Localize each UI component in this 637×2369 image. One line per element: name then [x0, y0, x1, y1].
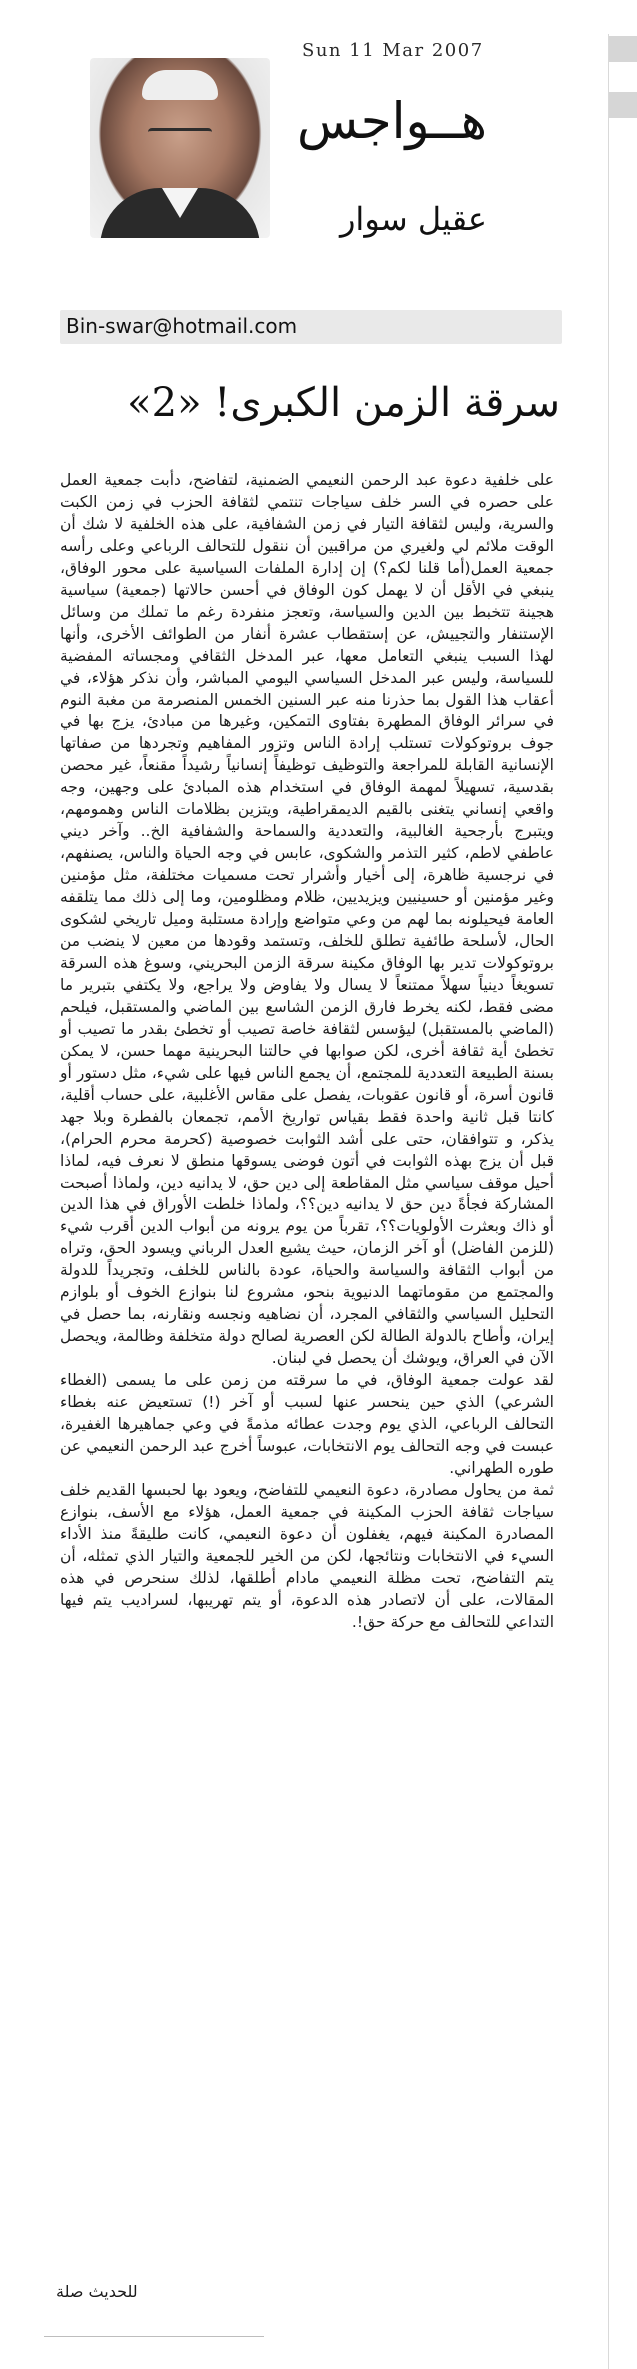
article-paragraph: على خلفية دعوة عبد الرحمن النعيمي الضمنية، لتفاضح، دأبت جمعية العمل على حصره في السر خلف سياجات تنتمي لثقافة الحزب في زمن الكبت والسرية، وليس لثقافة التيار في زمن الشفافية، على هذه الخلفية لا شك أن الوقت ملائم لي ولغيري من مراقبين أن ننقول للتحالف الرباعي وعلى رأسه جمعية العمل(أما قلنا لكم؟) إن إدارة الملفات السياسية على محور الوفاق، ينبغي في الأقل أن لا يهمل كون الوفاق في أحسن حالاتها (جمعية) سياسية هجينة تتخبط بين الدين والسياسة، وتعجز منفردة رغم ما تملك من وسائل الإستنفار والتجييش، عن إستقطاب عشرة أنفار من الطوائف الأخرى، وأنها لهذا السبب ينبغي التعامل معها، عبر المدخل الثقافي ومجساته المفضية للسياسة، وليس عبر المدخل السياسي اليومي المباشر، وأن نذكر هؤلاء، في أعقاب هذا القول بما حذرنا منه عبر السنين الخمس المنصرمة من مغبة النوم في سرائر الوفاق المطهرة بفتاوى التمكين، وغيرها من مبادئ، يزج بها في جوف بروتوكولات تستلب إرادة الناس وتزور المفاهيم وتجردها من صفاتها الإنسانية القابلة للمراجعة والتوظيف توظيفاً إنسانياً رشيداً مقنعاً، غير محصن بقدسية، تسهيلاً لمهمة الوفاق في استخدام هذه المبادئ على وجهين، وجه واقعي إنساني يتغنى بالقيم الديمقراطية، ويتزين بظلامات الناس وهمومهم، ويتبرج بأرجحية الغالبية، والتعددية والسماحة والشفافية الخ.. وآخر ديني عاطفي لاطم، كثير التذمر والشكوى، عابس في وجه الحياة والناس، يصنفهم، في نرجسية ظاهرة، إلى أخيار وأشرار تحت مسميات مختلفة، مثل مؤمنين وغير مؤمنين أو حسينيين ويزيديين، ظلام ومظلومين، وما إلى ذلك مما يتلقفه العامة فيحيلونه بما لهم من وعي متواضع وإرادة مستلبة وميل تاريخي لشكوى الحال، لأسلحة طائفية تطلق للخلف، وتستمد وقودها من معين لا ينضب من بروتوكولات تدير بها الوفاق مكينة سرقة الزمن البحريني، وسوغ هذه السرقة تسويغاً دينياً سهلاً ممتنعاً لا يسال ولا يفاوض ولا يراجع، ولا يكتفي بتبرير ما مضى فقط، لكنه يخرط فارق الزمن الشاسع بين الماضي والمستقبل، فيلحم (الماضي بالمستقبل) ليؤسس لثقافة خاصة تصيب أو تخطئ بقدر ما تصيب أو تخطئ أية ثقافة أخرى، لكن صوابها في حالتنا البحرينية مهما حسن، لا يمكن بسنة الطبيعة التعددية للمجتمع، أن يجمع الناس فيها على شيء، مثل دستور أو قانون أسرة، أو قانون عقوبات، يفصل على مقاس الأغلبية، على حساب أقلية، كانتا قبل ثانية واحدة فقط بقياس تواريخ الأمم، تجمعان بالفطرة وبلا جهد يذكر، و تتوافقان، حتى على أشد الثوابت خصوصية (كحرمة محرم الحرام)، قبل أن يزج بهذه الثوابت في أتون فوضى يسوقها منطق لا نعرف فيه، لماذا أحيل موقف سياسي مثل المقاطعة إلى دين حق، لا يدانيه دين، ولماذا أصبحت المشاركة فجأةً دين حق لا يدانيه دين؟؟، ولماذا خلطت الأوراق في هذا الدين أو ذاك وبعثرت الأولويات؟؟، تقرباً من يوم يرونه من أبواب الدين أقرب شيء (للزمن الفاضل) أو آخر الزمان، حيث يشيع العدل الرباني ويسود الحق، وتراه من أبواب الثقافة والسياسة والحياة، عودة بالناس للخلف، وتجريداً للدولة والمجتمع من مقوماتهما الدنيوية بنحو، مشروع لنا بنوازع الخوف أو بلوازم التحليل السياسي والثقافي المجرد، أن نضاهيه ونجسه ونقارنه، بما حصل في إيران، وأطاح بالدولة الطالة لكن العصرية لصالح دولة متخلفة وظالمة، ويحصل الآن في العراق، ويوشك أن يحصل في لبنان. — [60, 471, 554, 1368]
article-body — [60, 470, 554, 1634]
column-title: هــواجس — [296, 92, 487, 150]
bottom-divider — [44, 2336, 264, 2337]
article-headline: سرقة الزمن الكبرى! «2» — [127, 380, 560, 426]
article-paragraph: لقد عولت جمعية الوفاق، في ما سرقته من زمن على ما يسمى (الغطاء الشرعي) الذي حين ينحسر عنها لسبب أو آخر (!) تستعيض عنه بغطاء التحالف الرباعي، الذي يوم وجدت عطائه مذمةً في وعي جماهيرها الغفيرة، عبست في وجه التحالف يوم الانتخابات، عبوساً أخرج عبد الرحمن النعيمي عن طوره الطهراني. — [60, 1371, 554, 1477]
author-name: عقيل سوار — [339, 200, 487, 238]
author-email-link[interactable]: Bin-swar@hotmail.com — [66, 314, 298, 338]
rail-block-lower — [609, 92, 637, 118]
rail-block-top — [609, 36, 637, 62]
article-paragraph: ثمة من يحاول مصادرة، دعوة النعيمي للتفاضح، ويعود بها لحبسها القديم خلف سياجات ثقافة الحزب المكينة في جمعية العمل، هؤلاء مع الأسف، بنوازع المصادرة المكينة فيهم، يغفلون أن دعوة النعيمي، كانت طليقةً منذ الأداء السيء في الانتخابات ونتائجها، لكن من الخير للجمعية والتيار الذي تمثله، أن يتم التفاضح، تحت مظلة النعيمي مادام أطلقها، لذلك سنحرص في هذه المقالات، على أن لاتصادر هذه الدعوة، أو يتم تهريبها، لسراديب يتم فيها التداعي للتحالف مع حركة حق!. — [60, 1480, 554, 1631]
publication-date: Sun 11 Mar 2007 — [302, 40, 484, 61]
article-signoff: للحديث صلة — [56, 2282, 138, 2301]
right-rail — [608, 34, 637, 2369]
author-photo — [90, 58, 270, 238]
email-bar — [60, 310, 562, 344]
